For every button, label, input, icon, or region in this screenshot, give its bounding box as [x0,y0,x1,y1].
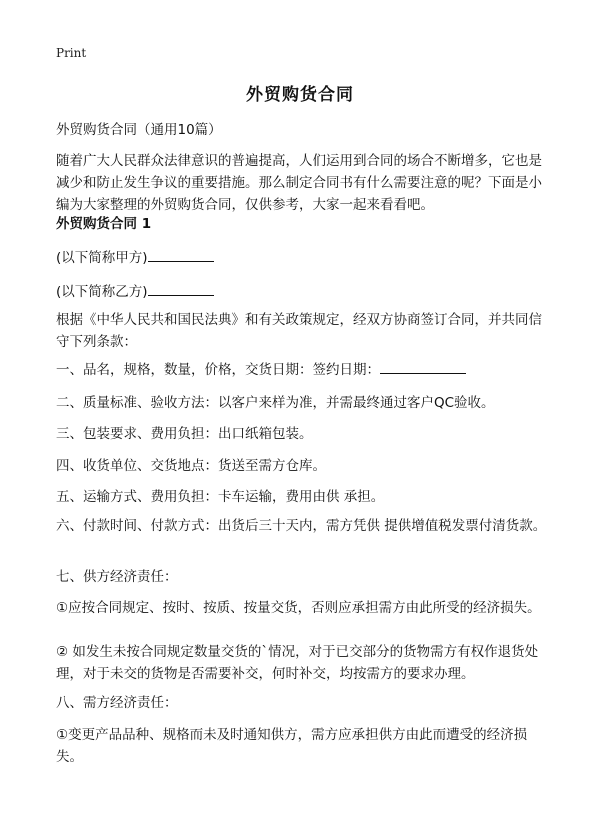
clause-8-item-1: ①变更产品品种、规格而未及时通知供方，需方应承担供方由此而遭受的经济损失。 [56,727,528,765]
clause-2: 二、质量标准、验收方法：以客户来样为准，并需最终通过客户QC验收。 [56,395,495,411]
clause-8-heading: 八、需方经济责任： [56,695,178,711]
clause-5: 五、运输方式、费用负担：卡车运输，费用由供 承担。 [56,489,385,505]
basis-paragraph: 根据《中华人民共和国民法典》和有关政策规定，经双方协商签订合同，并共同信守下列条款： [56,312,542,350]
section-heading: 外贸购货合同 1 [56,216,152,232]
clause-1-text: 一、品名，规格，数量，价格，交货日期：签约日期： [56,362,380,378]
party-b-blank [148,281,214,296]
party-a-blank [148,247,214,262]
party-a-label: (以下简称甲方) [56,250,148,266]
print-link[interactable]: Print [56,46,87,60]
clause-7-heading: 七、供方经济责任： [56,569,178,585]
clause-4: 四、收货单位、交货地点：货送至需方仓库。 [56,458,326,474]
party-b-line [56,281,550,303]
party-b-label: (以下简称乙方) [56,284,148,300]
party-a-line [56,247,550,269]
clause-6: 六、付款时间、付款方式：出货后三十天内，需方凭供 提供增值税发票付清货款。 [56,518,547,534]
clause-7-item-1: ①应按合同规定、按时、按质、按量交货，否则应承担需方由此所受的经济损失。 [56,600,541,616]
sign-date-blank [380,359,466,374]
clause-7-item-2: ② 如发生未按合同规定数量交货的`情况，对于已交部分的货物需方有权作退货处理，对于未交的货物是否需要补交，何时补交，均按需方的要求办理。 [56,644,539,682]
clause-3: 三、包装要求、费用负担：出口纸箱包装。 [56,426,313,442]
document-title: 外贸购货合同 [246,85,354,105]
intro-paragraph: 随着广大人民群众法律意识的普遍提高，人们运用到合同的场合不断增多，它也是减少和防止发生争议的重要措施。那么制定合同书有什么需要注意的呢？下面是小编为大家整理的外贸购货合同，仅供参考，大家一起来看看吧。 [56,153,542,213]
document-subtitle: 外贸购货合同（通用10篇） [56,122,222,138]
clause-1 [56,359,550,381]
